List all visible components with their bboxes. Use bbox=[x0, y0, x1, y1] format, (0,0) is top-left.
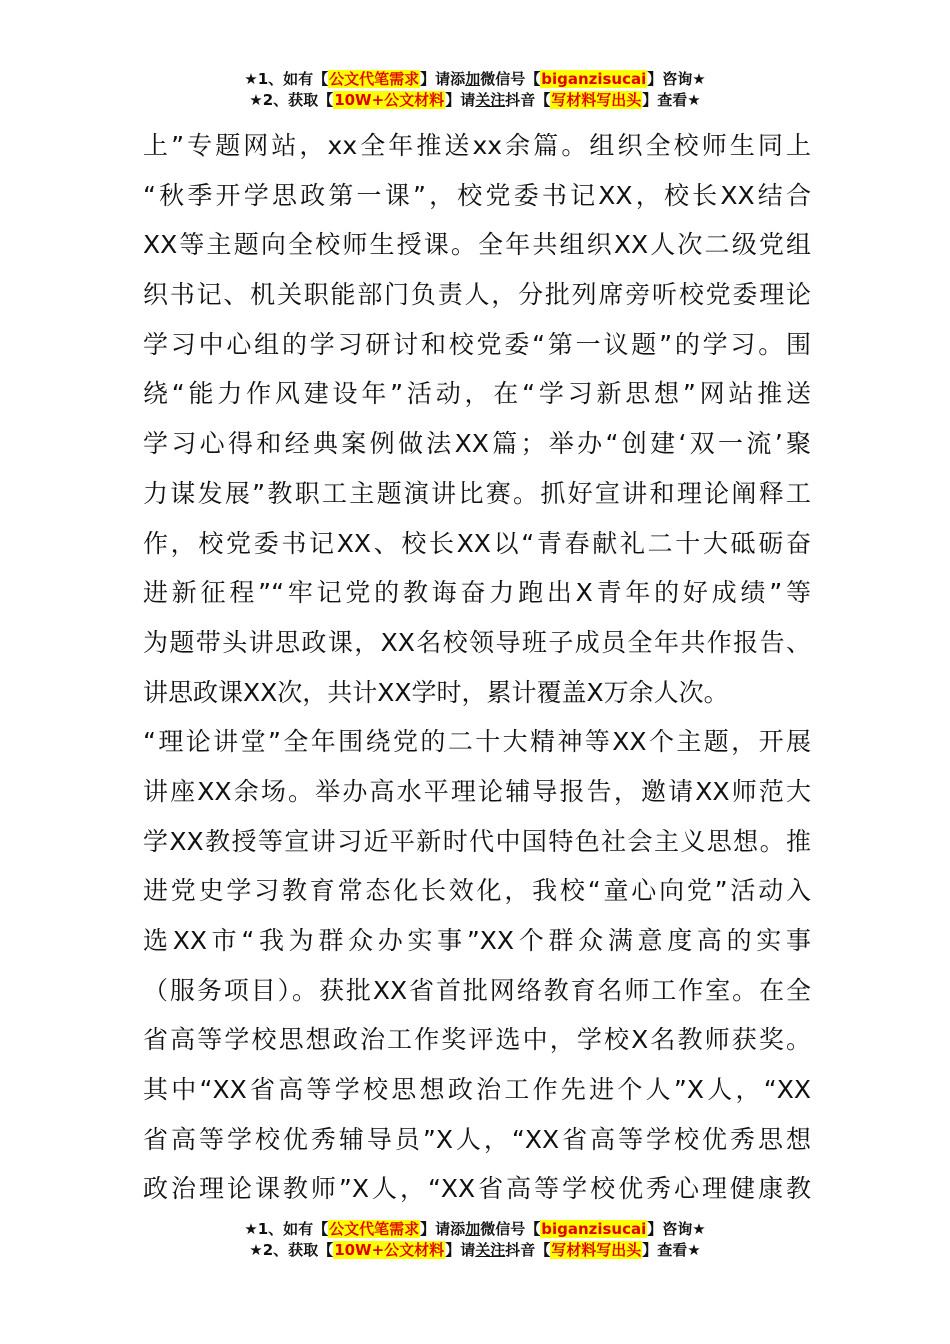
header-banner bbox=[0, 69, 950, 111]
highlight-wechat-id: biganzisucai bbox=[541, 70, 647, 88]
body-line: 省高等学校思想政治工作奖评选中，学校X名教师获奖。 bbox=[143, 1025, 811, 1055]
body-line: 学习中心组的学习研讨和校党委“第一议题”的学习。围 bbox=[143, 329, 811, 359]
body-line: “理论讲堂”全年围绕党的二十大精神等XX个主题，开展 bbox=[143, 727, 811, 757]
banner-line-2: ★2、获取【10W+公文材料】请关注抖音【写材料写出头】查看★ bbox=[249, 91, 701, 109]
body-line: （服务项目）。获批XX省首批网络教育名师工作室。在全 bbox=[143, 975, 811, 1005]
highlight-service: 公文代笔需求 bbox=[329, 70, 420, 88]
body-line: 为题带头讲思政课，XX名校领导班子成员全年共作报告、 bbox=[143, 627, 811, 657]
body-line: 讲思政课XX次，共计XX学时，累计覆盖X万余人次。 bbox=[143, 677, 729, 707]
highlight-douyin: 写材料写出头 bbox=[551, 91, 642, 109]
highlight-materials: 10W+公文材料 bbox=[334, 91, 445, 109]
body-line: 作，校党委书记XX、校长XX以“青春献礼二十大砥砺奋 bbox=[143, 528, 811, 558]
body-line: 其中“XX省高等学校思想政治工作先进个人”X人，“XX bbox=[143, 1075, 811, 1105]
footer-banner bbox=[0, 1219, 950, 1261]
highlight-materials: 10W+公文材料 bbox=[334, 1241, 445, 1259]
body-line: 学习心得和经典案例做法XX篇；举办“创建‘双一流’聚 bbox=[143, 429, 811, 459]
body-line: 讲座XX余场。举办高水平理论辅导报告，邀请XX师范大 bbox=[143, 776, 811, 806]
highlight-wechat-id: biganzisucai bbox=[541, 1220, 647, 1238]
body-line: XX等主题向全校师生授课。全年共组织XX人次二级党组 bbox=[143, 230, 811, 260]
body-line: 进新征程”“牢记党的教诲奋力跑出X青年的好成绩”等 bbox=[143, 578, 811, 608]
body-line: 学XX教授等宣讲习近平新时代中国特色社会主义思想。推 bbox=[143, 826, 811, 856]
body-line: 选XX市“我为群众办实事”XX个群众满意度高的实事 bbox=[143, 926, 811, 955]
body-line: 力谋发展”教职工主题演讲比赛。抓好宣讲和理论阐释工 bbox=[143, 478, 811, 508]
highlight-douyin: 写材料写出头 bbox=[551, 1241, 642, 1259]
body-line: 绕“能力作风建设年”活动，在“学习新思想”网站推送 bbox=[143, 379, 811, 409]
document-body bbox=[143, 121, 811, 1214]
body-line: 政治理论课教师”X人，“XX省高等学校优秀心理健康教 bbox=[143, 1174, 811, 1204]
banner-line-2: ★2、获取【10W+公文材料】请关注抖音【写材料写出头】查看★ bbox=[249, 1241, 701, 1259]
body-line: 织书记、机关职能部门负责人，分批列席旁听校党委理论 bbox=[143, 280, 811, 310]
body-line: 进党史学习教育常态化长效化，我校“童心向党”活动入 bbox=[143, 876, 811, 906]
banner-line-1: ★1、如有【公文代笔需求】请添加微信号【biganzisucai】咨询★ bbox=[244, 70, 706, 88]
body-line: “秋季开学思政第一课”，校党委书记XX，校长XX结合 bbox=[143, 180, 811, 210]
body-line: 省高等学校优秀辅导员”X人，“XX省高等学校优秀思想 bbox=[143, 1124, 811, 1154]
body-line: 上”专题网站，xx全年推送xx余篇。组织全校师生同上 bbox=[143, 131, 811, 160]
banner-line-1: ★1、如有【公文代笔需求】请添加微信号【biganzisucai】咨询★ bbox=[244, 1220, 706, 1238]
highlight-service: 公文代笔需求 bbox=[329, 1220, 420, 1238]
